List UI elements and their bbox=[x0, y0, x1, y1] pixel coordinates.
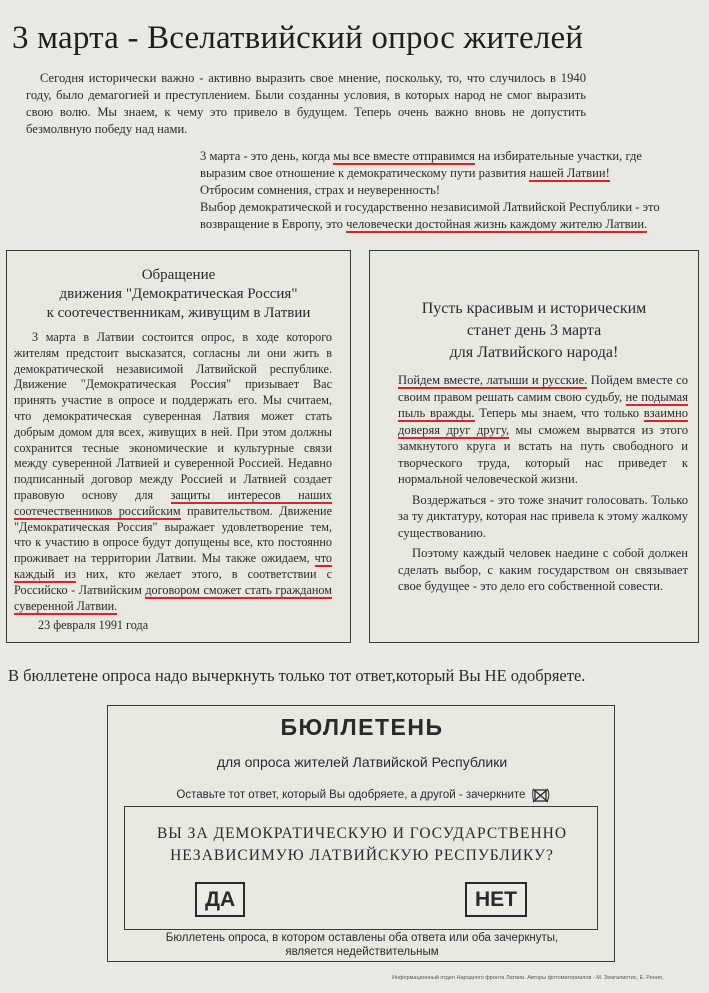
answer-yes: ДА bbox=[195, 882, 245, 917]
march-body bbox=[398, 372, 688, 595]
ballot-subtitle: для опроса жителей Латвийской Республики bbox=[216, 754, 508, 770]
appeal-text: них, кто желает этого, в соответствии с Российско - Латвийским bbox=[14, 566, 332, 597]
underlined-phrase: нашей Латвии! bbox=[529, 166, 610, 180]
march-title bbox=[369, 298, 699, 364]
ballot-instruction: В бюллетене опроса надо вычеркнуть только тот ответ,который Вы НЕ одобряете. bbox=[8, 666, 586, 685]
answer-no: НЕТ bbox=[465, 882, 527, 917]
march-title-line: для Латвийского народа! bbox=[449, 344, 619, 361]
ballot-footer-line: Бюллетень опроса, в котором оставлены оба ответа или оба зачеркнуты, bbox=[165, 932, 559, 944]
appeal-title-line: к соотечественникам, живущим в Латвии bbox=[46, 305, 311, 321]
call-text: на избирательные участки, где выразим свое отношение к демократическому пути развития bbox=[200, 149, 643, 180]
call-text: Выбор демократической и государственно независимой Латвийской Республики - это возвращение в Европу, это bbox=[200, 200, 660, 231]
march-text: Поэтому каждый человек наедине с собой должен сделать выбор, с каким государством он связывает свое будущее - это дело его собственной совести. bbox=[398, 546, 688, 593]
appeal-text: правительством. Движение "Демократическая Россия" выражает удовлетворение тем, что к участию в опросе будут допущены все, кто постоянно проживает на территории Латвии. Мы также ожидаем, bbox=[14, 503, 332, 566]
call-text: 3 марта - это день, когда bbox=[200, 149, 334, 163]
underlined-phrase: мы все вместе отправимся bbox=[333, 149, 475, 163]
call-to-vote bbox=[200, 148, 690, 233]
underlined-phrase: человечески достойная жизнь каждому жителю Латвии. bbox=[346, 217, 648, 231]
march-title-line: станет день 3 марта bbox=[466, 322, 602, 339]
credits-line: Информационный отдел Народного фронта Латвии. Авторы фотоматериалов - М. Земгалиетис, Е. Рения, bbox=[392, 975, 664, 981]
appeal-body bbox=[14, 330, 332, 614]
march-text: Воздержаться - это тоже значит голосовать. Только за ту диктатуру, которая нас привела к этому жалкому существованию. bbox=[398, 492, 688, 540]
appeal-date: 23 февраля 1991 года bbox=[38, 618, 149, 632]
ballot-sample bbox=[107, 705, 615, 962]
ballot-footer bbox=[108, 931, 616, 959]
march-title-line: Пусть красивым и историческим bbox=[421, 300, 647, 317]
underlined-phrase: не подымая пыль вражды. bbox=[398, 389, 689, 420]
ballot-question-line: НЕЗАВИСИМУЮ ЛАТВИЙСКУЮ РЕСПУБЛИКУ? bbox=[170, 847, 554, 864]
ballot-question-line: ВЫ ЗА ДЕМОКРАТИЧЕСКУЮ И ГОСУДАРСТВЕННО bbox=[156, 825, 568, 842]
ballot-question-box bbox=[124, 806, 598, 930]
headline: 3 марта - Вселатвийский опрос жителей bbox=[12, 20, 584, 56]
appeal-title-line: движения "Демократическая Россия" bbox=[59, 286, 298, 302]
ballot-title: БЮЛЛЕТЕНЬ bbox=[280, 714, 444, 740]
intro-paragraph: Сегодня исторически важно - активно выразить свое мнение, поскольку, то, что случилось в 1940 году, было демагогией и преступлением. Были созданны условия, в которых народ не смог выразить свою волю. Мы знаем, к чему это привело в будущем. Теперь очень важно вновь не допустить безмолвную победу над нами. bbox=[26, 71, 586, 136]
ballot-note-text: Оставьте тот ответ, который Вы одобряете, а другой - зачеркните bbox=[176, 789, 526, 802]
underlined-phrase: защиты интересов наших соотечественников российским bbox=[14, 487, 332, 518]
call-text: Отбросим сомнения, страх и неуверенность! bbox=[200, 183, 441, 197]
march-text: Пойдем вместе со своим правом решать самим свою судьбу, bbox=[398, 373, 688, 404]
ballot-note bbox=[108, 788, 616, 802]
underlined-phrase: взаимно доверяя друг другу, bbox=[398, 406, 688, 437]
underlined-phrase: договором сможет стать гражданом суверенной Латвии. bbox=[14, 582, 332, 613]
appeal-text: 3 марта в Латвии состоится опрос, в ходе которого жителям предстоит высказатся, согласны ли они жить в демократической независимой Латвийской республике. Движение "Демократическая Россия" призывает Вас принять участие в опросе и поддержать его. Мы считаем, что демократическая суверенная Латвия может стать добрым домом для всех, живущих в ней. При этом должны сохранится тесные экономические и культурные связи между суверенной Латвией и суверенной Россией. Недавно подписанный договор между Россией и Латвией создает правовую основу для bbox=[14, 330, 332, 502]
crossed-box-icon bbox=[532, 788, 548, 802]
ballot-question bbox=[125, 823, 599, 867]
appeal-title bbox=[6, 266, 351, 323]
march-text: Теперь мы знаем, что только bbox=[474, 406, 644, 420]
ballot-footer-line: является недействительным bbox=[285, 946, 439, 958]
underlined-phrase: что каждый из bbox=[14, 551, 332, 581]
march-text: мы сможем вырватся из этого замкнутого круга и встать на путь свободного и творческого труда, который нас приведет к нормальной человеческой жизни. bbox=[398, 422, 688, 486]
appeal-title-line: Обращение bbox=[141, 267, 216, 283]
underlined-phrase: Пойдем вместе, латыши и русские. bbox=[398, 373, 588, 387]
